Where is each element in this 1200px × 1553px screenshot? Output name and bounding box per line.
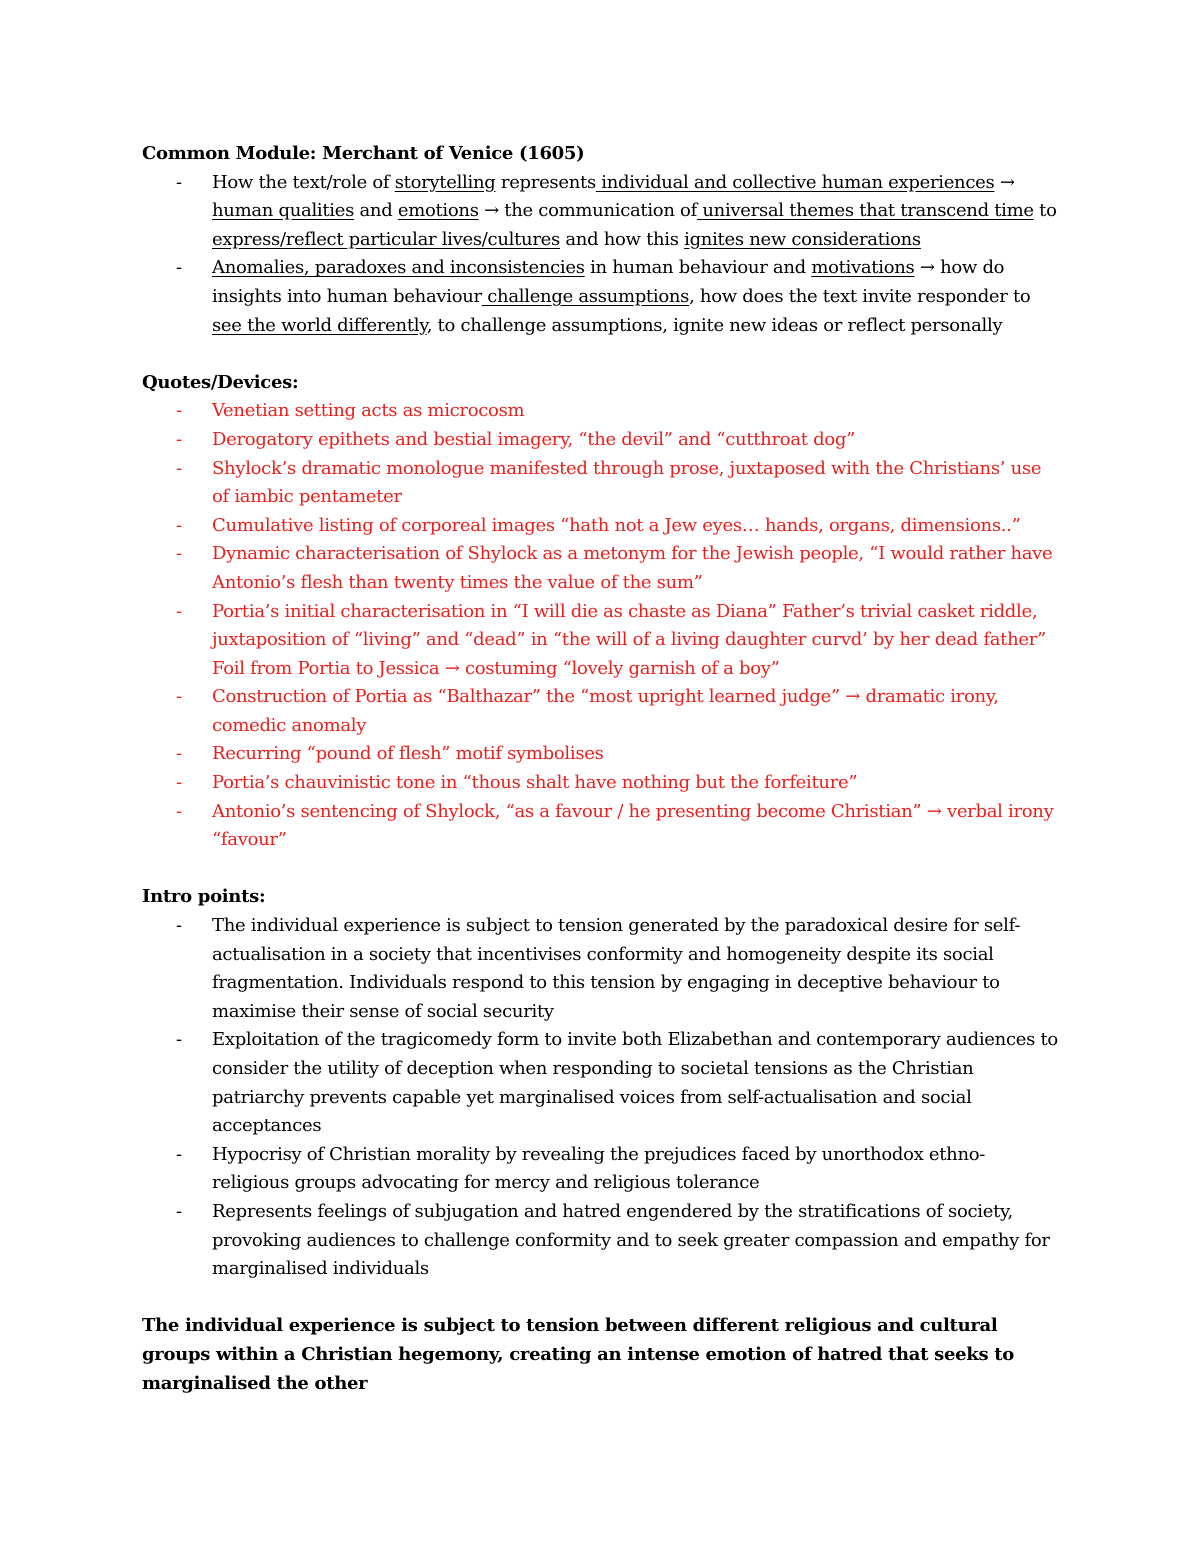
bullet-dash: -	[176, 171, 182, 193]
bullet-dash: -	[176, 1143, 182, 1165]
bullet-dash: -	[176, 457, 182, 479]
text-run: represents	[495, 171, 596, 193]
list-item	[142, 683, 1062, 740]
quote-text: Antonio’s sentencing of Shylock, “as a favour / he presenting become Christian” → verbal irony “favour”	[212, 800, 1054, 851]
underlined-phrase: Anomalies, paradoxes and inconsistencies	[212, 257, 585, 279]
underlined-phrase: challenge assumptions	[481, 285, 690, 307]
underlined-phrase: see the world differently	[212, 314, 427, 336]
quote-text: Construction of Portia as “Balthazar” the “most upright learned judge” → dramatic irony, comedic anomaly	[212, 686, 999, 736]
bullet-dash: -	[176, 1200, 182, 1222]
underlined-phrase: human qualities	[212, 200, 355, 222]
quote-text: Derogatory epithets and bestial imagery, “the devil” and “cutthroat dog”	[212, 428, 855, 450]
spacer	[142, 340, 1062, 369]
underlined-phrase: universal themes that transcend time	[696, 200, 1034, 222]
text-run: →	[994, 171, 1015, 193]
intro-text: The individual experience is subject to tension generated by the paradoxical desire for self-actualisation in a society that incentivises conformity and homogeneity despite its social fragmentation. Individuals respond to this tension by engaging in deceptive behaviour to maximise their sense of social security	[212, 915, 1021, 1022]
bullet-dash: -	[176, 772, 182, 794]
module-list	[142, 169, 1062, 341]
quote-text: Portia’s chauvinistic tone in “thous shalt have nothing but the forfeiture”	[212, 772, 858, 794]
document-page	[142, 140, 1062, 1398]
text-run: How the text/role of	[212, 171, 395, 193]
quote-text: Shylock’s dramatic monologue manifested through prose, juxtaposed with the Christians’ use of iambic pentameter	[212, 457, 1042, 508]
list-item	[142, 540, 1062, 597]
bullet-dash: -	[176, 800, 182, 822]
quote-text: Portia’s initial characterisation in “I will die as chaste as Diana” Father’s trivial casket riddle, juxtaposition of “living” and “dead” in “the will of a living daughter curvd’ by her dead father” Foil from Portia to Jessica → costuming “lovely garnish of a boy”	[212, 600, 1046, 679]
text-run: → how do insights into human behaviour	[212, 257, 1005, 307]
quote-text: Venetian setting acts as microcosm	[212, 400, 525, 422]
module-heading: Common Module: Merchant of Venice (1605)	[142, 143, 585, 164]
quote-text: Cumulative listing of corporeal images “hath not a Jew eyes… hands, organs, dimensions..”	[212, 514, 1021, 536]
text-run: in human behaviour and	[584, 257, 812, 279]
intro-heading: Intro points:	[142, 886, 266, 908]
list-item	[142, 740, 1062, 769]
spacer	[142, 855, 1062, 884]
intro-text: Hypocrisy of Christian morality by revealing the prejudices faced by unorthodox ethno-religious groups advocating for mercy and religious tolerance	[212, 1143, 986, 1194]
underlined-phrase: motivations	[811, 257, 915, 279]
underlined-phrase: ignites new considerations	[684, 228, 921, 250]
thesis-statement: The individual experience is subject to tension between different religious and cultural groups within a Christian hegemony, creating an intense emotion of hatred that seeks to marginalised the other	[142, 1315, 1014, 1394]
underlined-phrase: express/reflect particular lives/cultures	[212, 228, 560, 250]
bullet-dash: -	[176, 915, 182, 937]
text-run: and how this	[559, 228, 685, 250]
list-item	[142, 397, 1062, 426]
bullet-dash: -	[176, 257, 182, 279]
list-item	[142, 1026, 1062, 1140]
text-run: and	[354, 200, 398, 222]
quotes-heading: Quotes/Devices:	[142, 371, 299, 393]
quote-text: Dynamic characterisation of Shylock as a metonym for the Jewish people, “I would rather have Antonio’s flesh than twenty times the value of the sum”	[212, 543, 1053, 593]
text-run: → the communication of	[478, 200, 697, 222]
list-item	[142, 1141, 1062, 1198]
bullet-dash: -	[176, 743, 182, 765]
quotes-list	[142, 397, 1062, 855]
list-item	[142, 598, 1062, 684]
list-item	[142, 798, 1062, 855]
bullet-dash: -	[176, 400, 182, 422]
underlined-phrase: emotions	[397, 200, 479, 222]
bullet-dash: -	[176, 686, 182, 708]
text-run: , how does the text invite responder to	[689, 285, 1031, 307]
module-item-storytelling	[142, 169, 1062, 255]
intro-text: Represents feelings of subjugation and hatred engendered by the stratifications of society, provoking audiences to challenge conformity and to seek greater compassion and empathy for marginalised individuals	[212, 1200, 1050, 1280]
intro-list	[142, 912, 1062, 1284]
quote-text: Recurring “pound of flesh” motif symbolises	[212, 743, 604, 765]
bullet-dash: -	[176, 1029, 182, 1051]
list-item	[142, 512, 1062, 541]
text-run: to	[1033, 200, 1057, 222]
underlined-phrase: storytelling	[394, 171, 496, 193]
list-item	[142, 769, 1062, 798]
list-item	[142, 1198, 1062, 1284]
module-item-anomalies	[142, 254, 1062, 340]
bullet-dash: -	[176, 428, 182, 450]
bullet-dash: -	[176, 600, 182, 622]
intro-text: Exploitation of the tragicomedy form to invite both Elizabethan and contemporary audiences to consider the utility of deception when responding to societal tensions as the Christian patriarchy prevents capable yet marginalised voices from self-actualisation and social acceptances	[212, 1029, 1058, 1137]
text-run: , to challenge assumptions, ignite new ideas or reflect personally	[426, 314, 1003, 336]
list-item	[142, 912, 1062, 1026]
bullet-dash: -	[176, 514, 182, 536]
list-item	[142, 455, 1062, 512]
spacer	[142, 1284, 1062, 1313]
underlined-phrase: individual and collective human experiences	[595, 171, 995, 193]
bullet-dash: -	[176, 543, 182, 565]
list-item	[142, 426, 1062, 455]
